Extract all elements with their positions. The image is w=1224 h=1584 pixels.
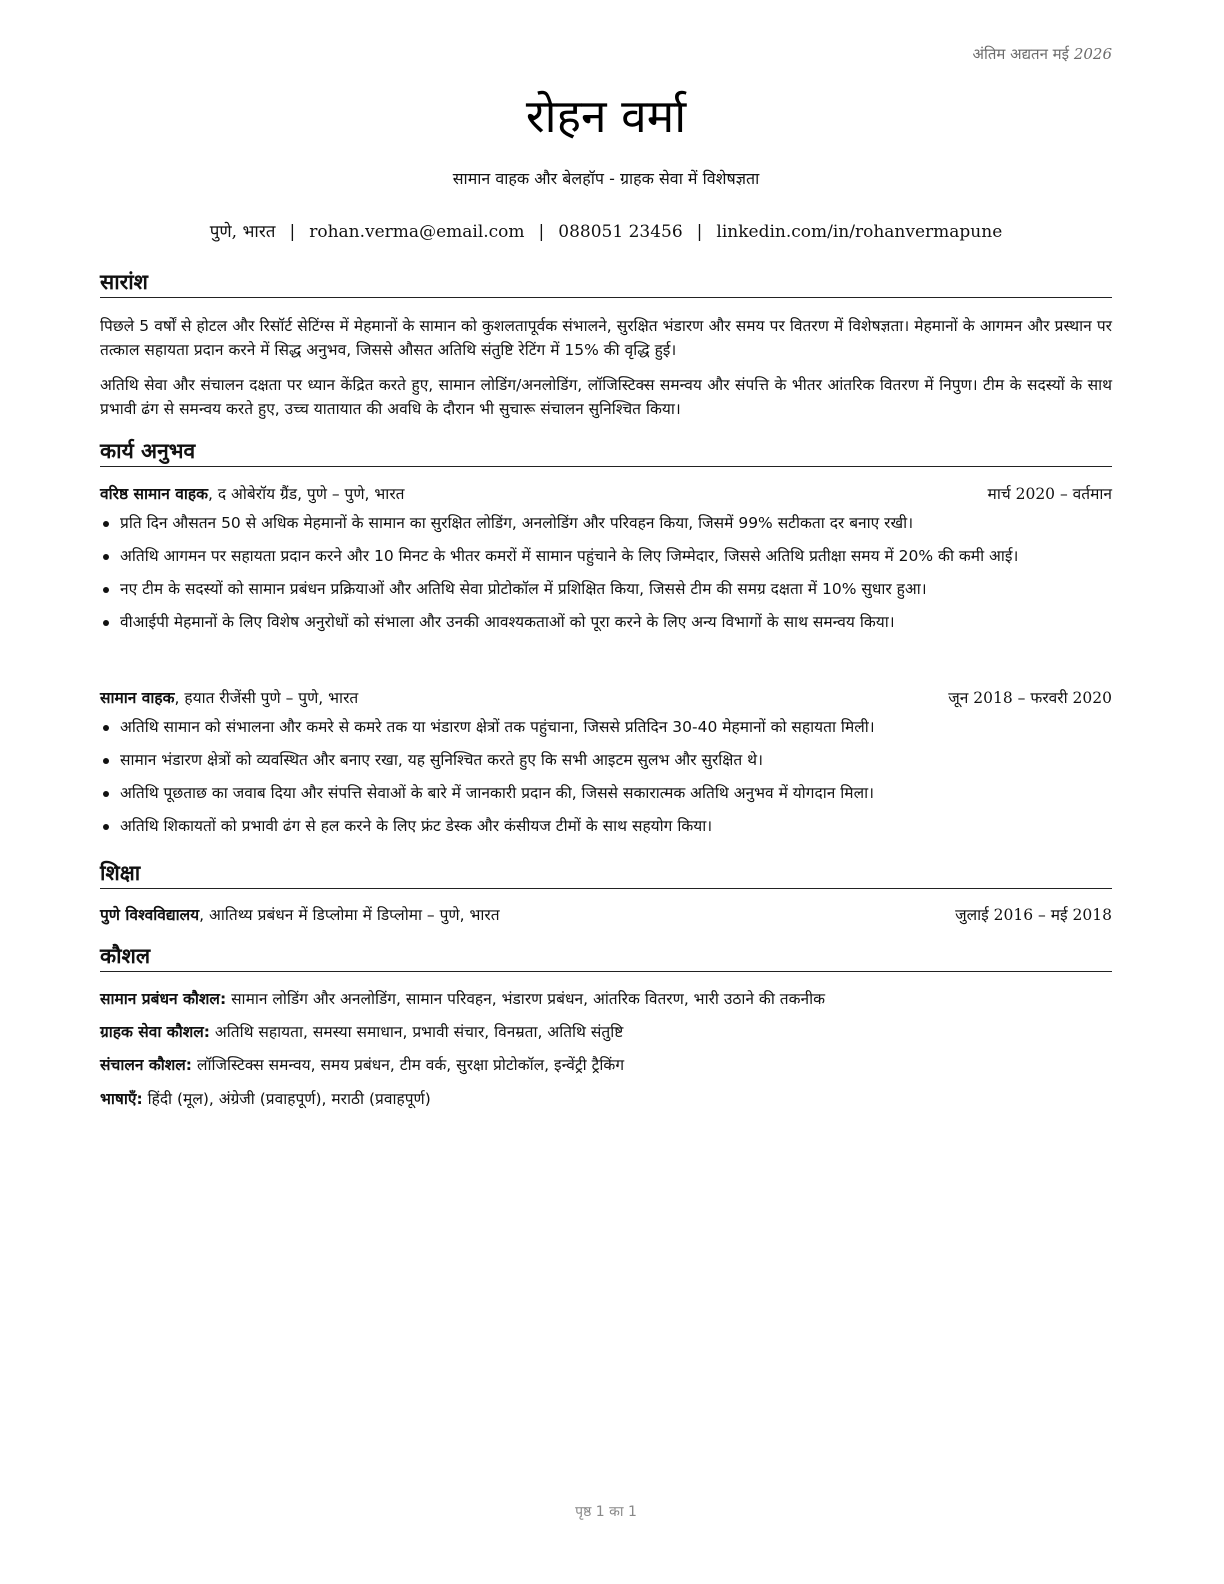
skill-label: संचालन कौशल:: [100, 1056, 193, 1074]
education-dates: जुलाई 2016 – मई 2018: [955, 906, 1112, 924]
contact-email[interactable]: rohan.verma@email.com: [309, 222, 525, 242]
skill-label: ग्राहक सेवा कौशल:: [100, 1023, 210, 1041]
resume-page: [100, 0, 1112, 1584]
education-details: , आतिथ्य प्रबंधन में डिप्लोमा में डिप्लोमा – पुणे, भारत: [199, 906, 500, 924]
education-entry: [100, 903, 1112, 927]
job-bullet: अतिथि सामान को संभालना और कमरे से कमरे तक या भंडारण क्षेत्रों तक पहुंचाना, जिससे प्रतिदिन 30-40 मेहमानों को सहायता मिली।: [100, 715, 1112, 739]
last-updated: [973, 44, 1113, 64]
skill-label: भाषाएँ:: [100, 1090, 143, 1108]
contact-separator: |: [696, 222, 703, 242]
section-title-experience: कार्य अनुभव: [100, 437, 1112, 467]
job-title: सामान वाहक: [100, 689, 175, 707]
contact-linkedin[interactable]: linkedin.com/in/rohanvermapune: [716, 222, 1003, 242]
contact-phone: 088051 23456: [558, 222, 683, 242]
skill-line: [100, 1020, 1112, 1044]
section-title-skills: कौशल: [100, 942, 1112, 972]
job-bullet: वीआईपी मेहमानों के लिए विशेष अनुरोधों को संभाला और उनकी आवश्यकताओं को पूरा करने के लिए अन्य विभागों के साथ समन्वय किया।: [100, 610, 1112, 634]
skill-value: सामान लोडिंग और अनलोडिंग, सामान परिवहन, भंडारण प्रबंधन, आंतरिक वितरण, भारी उठाने की तकनीक: [226, 990, 826, 1008]
last-updated-label: अंतिम अद्यतन मई: [972, 45, 1070, 63]
section-title-education: शिक्षा: [100, 859, 1112, 889]
job-dates: जून 2018 – फरवरी 2020: [948, 689, 1112, 707]
skill-line: [100, 1053, 1112, 1077]
candidate-name: रोहन वर्मा: [525, 89, 687, 143]
job-bullet-list: [100, 511, 1112, 643]
job-details: , द ओबेरॉय ग्रैंड, पुणे – पुणे, भारत: [208, 485, 405, 503]
page-number: पृष्ठ 1 का 1: [575, 1504, 637, 1520]
summary-paragraph-1: पिछले 5 वर्षों से होटल और रिसॉर्ट सेटिंग्स में मेहमानों के सामान को कुशलतापूर्वक संभालने, सुरक्षित भंडारण और समय पर वितरण में विशेषज्ञता। मेहमानों के आगमन और प्रस्थान पर तत्काल सहायता प्रदान करने में सिद्ध अनुभव, जिससे औसत अतिथि संतुष्टि रेटिंग में 15% की वृद्धि हुई।: [100, 317, 1112, 359]
contact-separator: |: [289, 222, 296, 242]
job-details: , हयात रीजेंसी पुणे – पुणे, भारत: [174, 689, 359, 707]
job-header: [100, 686, 1112, 710]
job-bullet-list: [100, 715, 1112, 847]
job-header: [100, 482, 1112, 506]
job-bullet: अतिथि शिकायतों को प्रभावी ढंग से हल करने के लिए फ्रंट डेस्क और कंसीयज टीमों के साथ सहयोग किया।: [100, 814, 1112, 838]
job-bullet: अतिथि आगमन पर सहायता प्रदान करने और 10 मिनट के भीतर कमरों में सामान पहुंचाने के लिए जिम्मेदार, जिससे अतिथि प्रतीक्षा समय में 20% की कमी आई।: [100, 544, 1112, 568]
contact-separator: |: [538, 222, 545, 242]
job-title: वरिष्ठ सामान वाहक: [100, 485, 209, 503]
education-school: पुणे विश्वविद्यालय: [100, 906, 200, 924]
last-updated-year: 2026: [1073, 45, 1112, 63]
job-dates: मार्च 2020 – वर्तमान: [987, 485, 1112, 503]
candidate-tagline: सामान वाहक और बेलहॉप - ग्राहक सेवा में विशेषज्ञता: [452, 169, 760, 188]
skill-label: सामान प्रबंधन कौशल:: [100, 990, 227, 1008]
skill-value: हिंदी (मूल), अंग्रेजी (प्रवाहपूर्ण), मराठी (प्रवाहपूर्ण): [142, 1090, 431, 1108]
skill-value: अतिथि सहायता, समस्या समाधान, प्रभावी संचार, विनम्रता, अतिथि संतुष्टि: [209, 1023, 624, 1041]
job-bullet: सामान भंडारण क्षेत्रों को व्यवस्थित और बनाए रखा, यह सुनिश्चित करते हुए कि सभी आइटम सुलभ और सुरक्षित थे।: [100, 748, 1112, 772]
job-bullet: अतिथि पूछताछ का जवाब दिया और संपत्ति सेवाओं के बारे में जानकारी प्रदान की, जिससे सकारात्मक अतिथि अनुभव में योगदान मिला।: [100, 781, 1112, 805]
job-bullet: नए टीम के सदस्यों को सामान प्रबंधन प्रक्रियाओं और अतिथि सेवा प्रोटोकॉल में प्रशिक्षित किया, जिससे टीम की समग्र दक्षता में 10% सुधार हुआ।: [100, 577, 1112, 601]
summary-paragraph-2: अतिथि सेवा और संचालन दक्षता पर ध्यान केंद्रित करते हुए, सामान लोडिंग/अनलोडिंग, लॉजिस्टिक्स समन्वय और संपत्ति के भीतर आंतरिक वितरण में निपुण। टीम के सदस्यों के साथ प्रभावी ढंग से समन्वय करते हुए, उच्च यातायात की अवधि के दौरान भी सुचारू संचालन सुनिश्चित किया।: [100, 376, 1112, 418]
contact-line: [100, 219, 1112, 242]
job-bullet: प्रति दिन औसतन 50 से अधिक मेहमानों के सामान का सुरक्षित लोडिंग, अनलोडिंग और परिवहन किया, जिसमें 99% सटीकता दर बनाए रखी।: [100, 511, 1112, 535]
skill-value: लॉजिस्टिक्स समन्वय, समय प्रबंधन, टीम वर्क, सुरक्षा प्रोटोकॉल, इन्वेंट्री ट्रैकिंग: [192, 1056, 625, 1074]
skill-line: [100, 987, 1112, 1011]
skill-line: [100, 1087, 1112, 1111]
contact-location: पुणे, भारत: [209, 222, 276, 242]
section-title-summary: सारांश: [100, 268, 1112, 298]
